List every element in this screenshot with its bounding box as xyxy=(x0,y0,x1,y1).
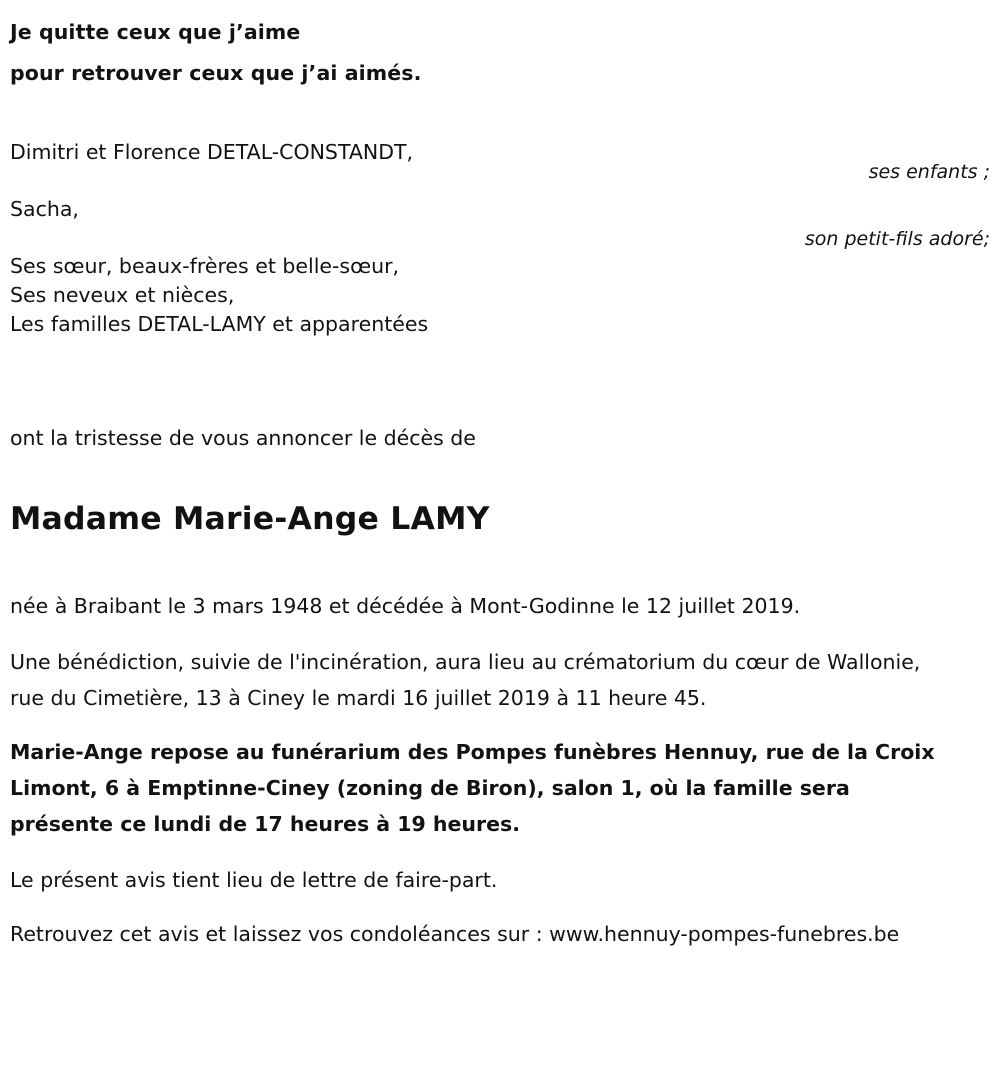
epigraph-line-2: pour retrouver ceux que j’ai aimés. xyxy=(10,61,422,85)
announcement-line: ont la tristesse de vous annoncer le décès de xyxy=(10,426,476,450)
mourner-grandchild: Sacha, xyxy=(10,197,79,221)
ceremony-paragraph: Une bénédiction, suivie de l'incinération, aura lieu au crématorium du cœur de Wallonie, rue du Cimetière, 13 à Ciney le mardi 16 juillet 2019 à 11 heure 45. xyxy=(10,650,921,710)
faire-part-paragraph: Le présent avis tient lieu de lettre de faire-part. xyxy=(10,868,498,892)
mourner-siblings: Ses sœur, beaux-frères et belle-sœur, xyxy=(10,254,400,278)
relation-label-grandson: son petit-fils adoré; xyxy=(804,228,990,250)
epigraph-line-1: Je quitte ceux que j’aime xyxy=(10,20,301,44)
epigraph xyxy=(10,12,710,94)
condolences-paragraph: Retrouvez cet avis et laissez vos condoléances sur : www.hennuy-pompes-funebres.be xyxy=(10,922,900,946)
birth-death-paragraph: née à Braibant le 3 mars 1948 et décédée à Mont-Godinne le 12 juillet 2019. xyxy=(10,594,801,618)
relations-labels xyxy=(570,138,990,254)
deceased-name: Madame Marie-Ange LAMY xyxy=(10,501,490,537)
notice-body xyxy=(10,588,948,972)
relation-label-children: ses enfants ; xyxy=(868,161,990,183)
mourner-children: Dimitri et Florence DETAL-CONSTANDT, xyxy=(10,140,414,164)
mourner-families: Les familles DETAL-LAMY et apparentées xyxy=(10,312,429,336)
mourner-nephews-nieces: Ses neveux et nièces, xyxy=(10,283,235,307)
funeral-home-paragraph: Marie-Ange repose au funérarium des Pompes funèbres Hennuy, rue de la Croix Limont, 6 à Emptinne-Ciney (zoning de Biron), salon 1, où la famille sera présente ce lundi de 17 heures à 19 heures. xyxy=(10,740,935,836)
